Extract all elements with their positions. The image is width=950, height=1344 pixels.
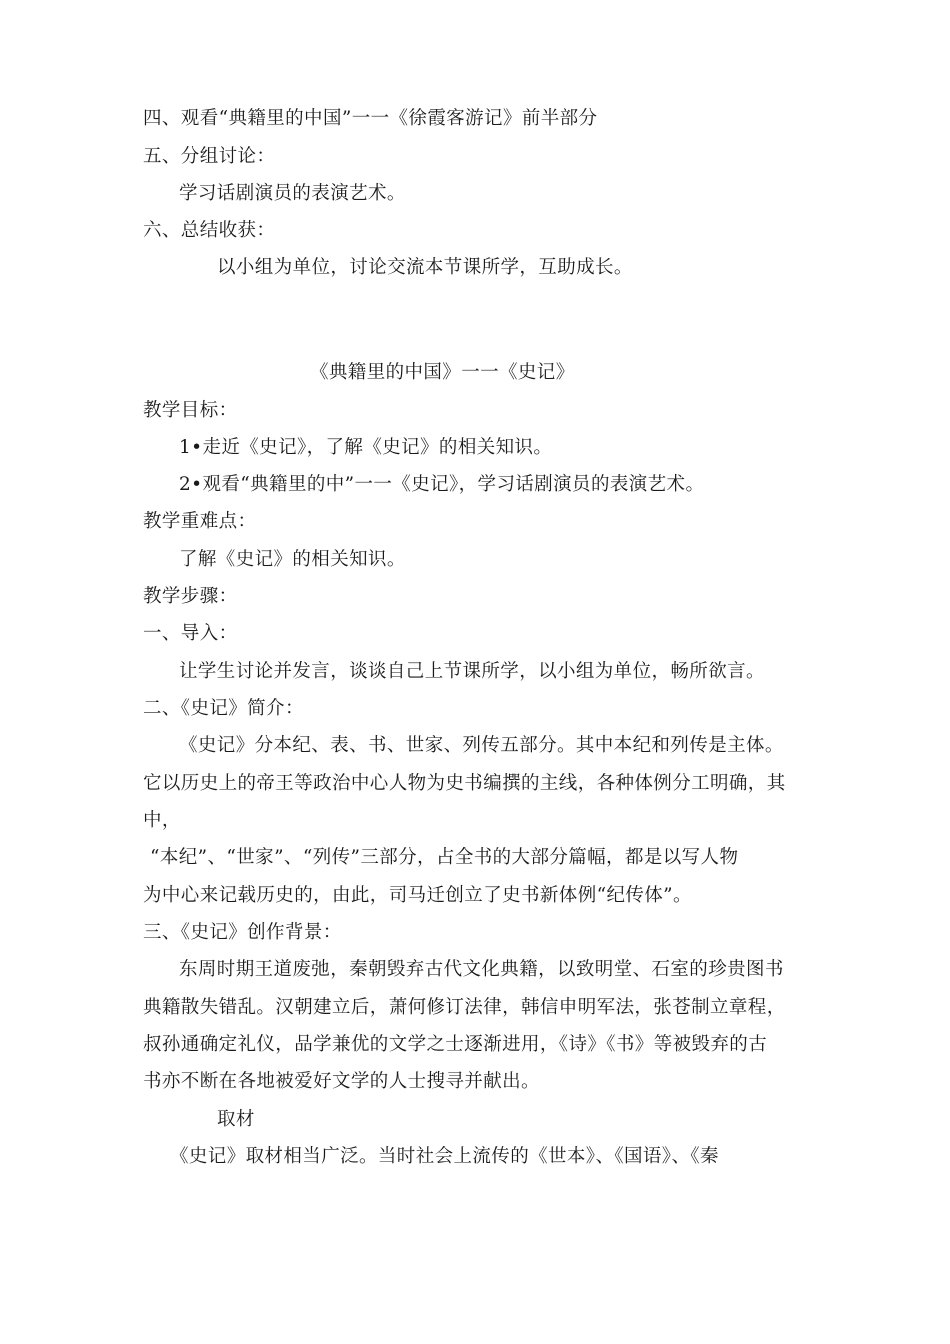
step-2-heading: 二、《史记》简介： (143, 698, 304, 719)
step-1-heading: 一、导入： (143, 623, 238, 644)
intro-paragraph-line: 为中心来记载历史的，由此，司马迁创立了史书新体例“纪传体”。 (143, 885, 692, 906)
step-3-heading: 三、《史记》创作背景： (143, 922, 342, 943)
goal-1: 1•走近《史记》，了解《史记》的相关知识。 (179, 437, 553, 458)
key-points-body: 了解《史记》的相关知识。 (179, 549, 406, 570)
intro-paragraph-line: “本纪”、“世家”、“列传”三部分，占全书的大部分篇幅，都是以写人物 (150, 847, 739, 868)
section-5-body: 学习话剧演员的表演艺术。 (179, 183, 406, 204)
section-4-heading: 四、观看“典籍里的中国”一一《徐霞客游记》前半部分 (143, 108, 598, 129)
intro-paragraph-line: 《史记》分本纪、表、书、世家、列传五部分。其中本纪和列传是主体。 (179, 735, 784, 756)
material-label: 取材 (217, 1109, 255, 1130)
lesson-title: 《典籍里的中国》一一《史记》 (310, 362, 575, 383)
material-paragraph-line: 《史记》取材相当广泛。当时社会上流传的《世本》、《国语》、《秦 (170, 1146, 719, 1167)
background-paragraph-line: 东周时期王道废弛，秦朝毁弃古代文化典籍，以致明堂、石室的珍贵图书 (179, 959, 784, 980)
section-6-body: 以小组为单位，讨论交流本节课所学，互助成长。 (217, 257, 633, 278)
section-5-heading: 五、分组讨论： (143, 146, 276, 167)
section-6-heading: 六、总结收获： (143, 220, 276, 241)
background-paragraph-line: 叔孙通确定礼仪，品学兼优的文学之士逐渐进用，《诗》《书》等被毁弃的古 (143, 1034, 768, 1055)
key-points-label: 教学重难点： (143, 511, 257, 532)
intro-paragraph-line: 它以历史上的帝王等政治中心人物为史书编撰的主线，各种体例分工明确，其 (143, 773, 786, 794)
background-paragraph-line: 典籍散失错乱。汉朝建立后，萧何修订法律，韩信申明军法，张苍制立章程， (143, 997, 786, 1018)
goals-label: 教学目标： (143, 400, 238, 421)
goal-2: 2•观看“典籍里的中”一一《史记》，学习话剧演员的表演艺术。 (179, 474, 705, 495)
step-1-body: 让学生讨论并发言，谈谈自己上节课所学，以小组为单位，畅所欲言。 (179, 661, 765, 682)
steps-label: 教学步骤： (143, 586, 238, 607)
background-paragraph-line: 书亦不断在各地被爱好文学的人士搜寻并献出。 (143, 1071, 540, 1092)
intro-paragraph-line: 中， (143, 810, 181, 831)
